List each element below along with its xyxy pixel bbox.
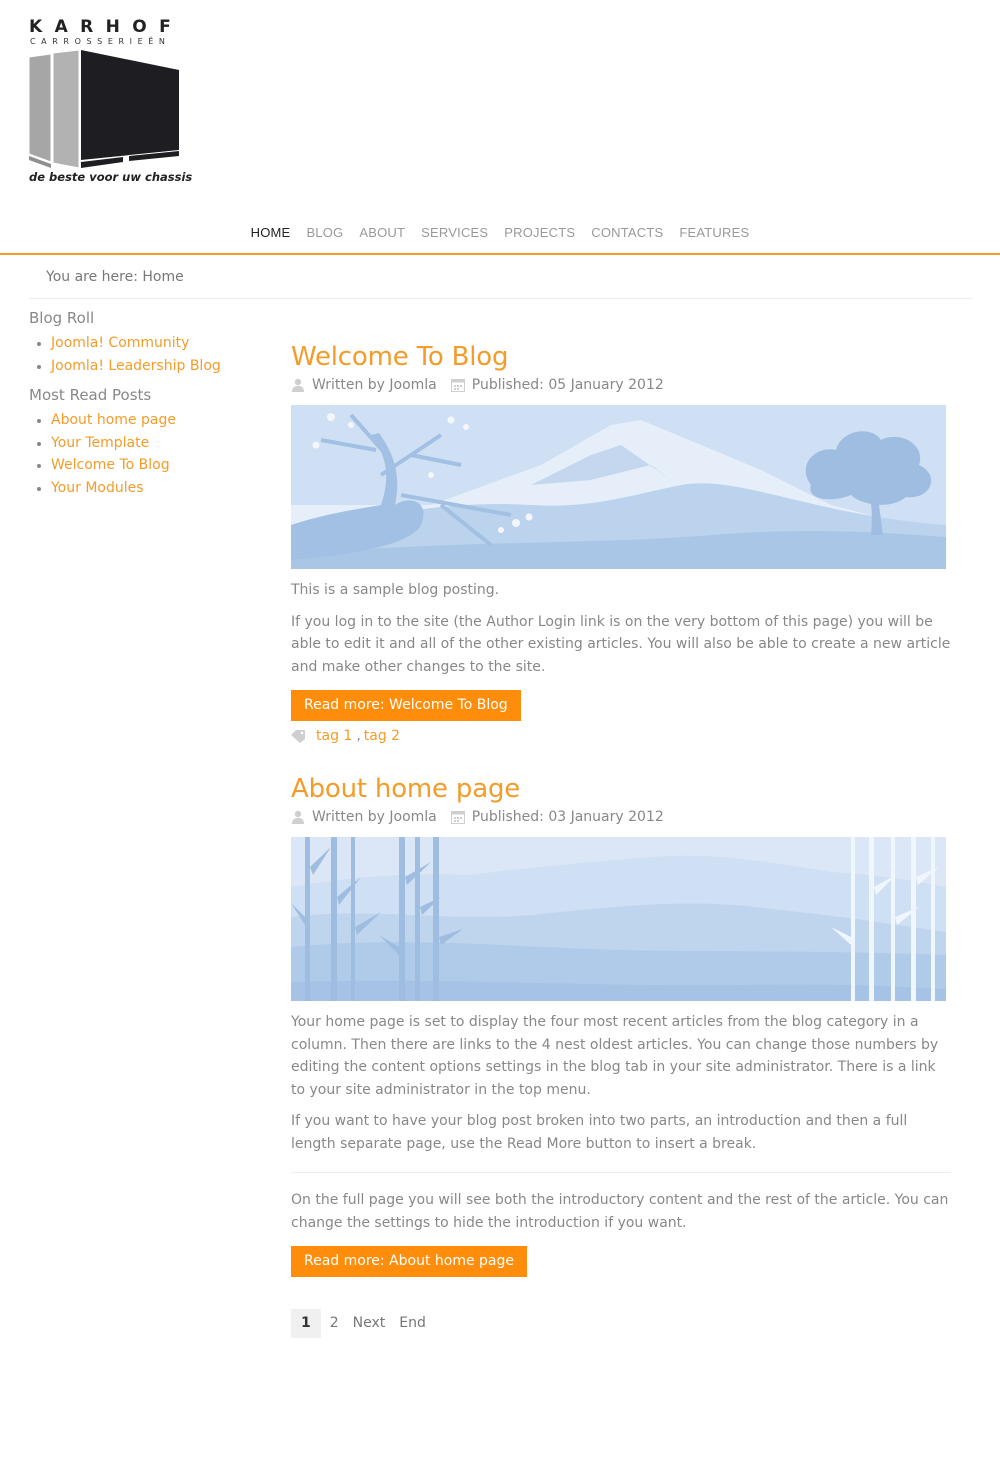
most-read-link[interactable]: Your Modules	[51, 479, 144, 496]
nav-item-blog[interactable]: BLOG	[306, 225, 344, 240]
list-item	[29, 432, 249, 455]
tag-icon	[291, 730, 305, 743]
article-meta	[291, 374, 956, 396]
most-read-link[interactable]: Your Template	[51, 434, 150, 451]
article-paragraph: If you log in to the site (the Author Login link is on the very bottom of this page) you will be able to edit it and all of the other existing articles. You will also be able to create a new article and make other changes to the site.	[291, 613, 951, 675]
nav-item-contacts[interactable]: CONTACTS	[591, 225, 664, 240]
tag-link[interactable]: tag 1	[316, 728, 353, 744]
article-published-date: Published: 05 January 2012	[471, 377, 664, 393]
container-logo-icon	[29, 50, 181, 168]
tag-separator: ,	[356, 728, 361, 744]
read-more-button[interactable]: Read more: About home page	[291, 1246, 527, 1277]
calendar-icon	[451, 810, 465, 824]
user-icon	[291, 378, 305, 392]
article-title[interactable]: Welcome To Blog	[291, 342, 509, 372]
blog-article	[291, 340, 956, 747]
user-icon	[291, 810, 305, 824]
main-content	[291, 340, 956, 1338]
nav-divider	[0, 253, 1000, 255]
most-read-title: Most Read Posts	[29, 386, 152, 404]
readmore-divider	[291, 1172, 951, 1173]
most-read-link[interactable]: Welcome To Blog	[51, 457, 170, 473]
nav-item-home[interactable]: HOME	[250, 225, 291, 240]
list-item	[29, 409, 249, 432]
nav-item-features[interactable]: FEATURES	[679, 225, 750, 240]
article-published-date: Published: 03 January 2012	[471, 809, 664, 825]
sidebar	[29, 308, 249, 507]
pagination	[291, 1309, 956, 1338]
article-banner-image	[291, 405, 946, 569]
nav-item-projects[interactable]: PROJECTS	[504, 225, 576, 240]
nav-item-services[interactable]: SERVICES	[421, 225, 489, 240]
logo-name: KARHOF	[29, 17, 184, 37]
blog-article	[291, 772, 956, 1277]
list-item	[29, 477, 249, 500]
page-2-link[interactable]: 2	[329, 1315, 339, 1331]
tag-link[interactable]: tag 2	[363, 728, 401, 744]
article-paragraph: Your home page is set to display the four most recent articles from the blog category in a column. Then there are links to the 4 nest oldest articles. You can change those numbers by editing the content options settings in the blog tab in your site administrator. There is a link to your site administrator in the top menu.	[291, 1014, 939, 1098]
blog-roll-list	[29, 332, 249, 377]
read-more-button[interactable]: Read more: Welcome To Blog	[291, 690, 521, 721]
breadcrumb-divider	[29, 298, 972, 299]
blog-roll-link[interactable]: Joomla! Community	[51, 335, 190, 351]
list-item	[29, 454, 249, 477]
logo-tagline: de beste voor uw chassis	[29, 170, 193, 184]
breadcrumb: You are here: Home	[46, 269, 184, 285]
list-item	[29, 332, 249, 355]
article-paragraph: On the full page you will see both the introductory content and the rest of the article. You can change the settings to hide the introduction if you want.	[291, 1192, 949, 1231]
main-nav	[0, 224, 1000, 244]
article-meta	[291, 806, 956, 828]
most-read-link[interactable]: About home page	[51, 412, 176, 428]
list-item	[29, 355, 249, 378]
logo-subtitle: CARROSSERIEËN	[30, 37, 171, 46]
article-paragraph: This is a sample blog posting.	[291, 582, 500, 598]
page-current: 1	[291, 1309, 321, 1338]
article-tags	[291, 725, 956, 747]
most-read-list	[29, 409, 249, 499]
calendar-icon	[451, 378, 465, 392]
article-title[interactable]: About home page	[291, 774, 521, 804]
site-logo[interactable]	[29, 17, 193, 186]
article-author: Written by Joomla	[312, 377, 437, 393]
next-page-link[interactable]: Next	[352, 1315, 386, 1331]
article-paragraph: If you want to have your blog post broken into two parts, an introduction and then a full length separate page, use the Read More button to insert a break.	[291, 1113, 908, 1152]
end-page-link[interactable]: End	[399, 1315, 426, 1331]
blog-roll-link[interactable]: Joomla! Leadership Blog	[51, 357, 221, 374]
article-author: Written by Joomla	[312, 809, 437, 825]
nav-item-about[interactable]: ABOUT	[359, 225, 406, 240]
blog-roll-title: Blog Roll	[29, 309, 95, 327]
article-banner-image	[291, 837, 946, 1001]
